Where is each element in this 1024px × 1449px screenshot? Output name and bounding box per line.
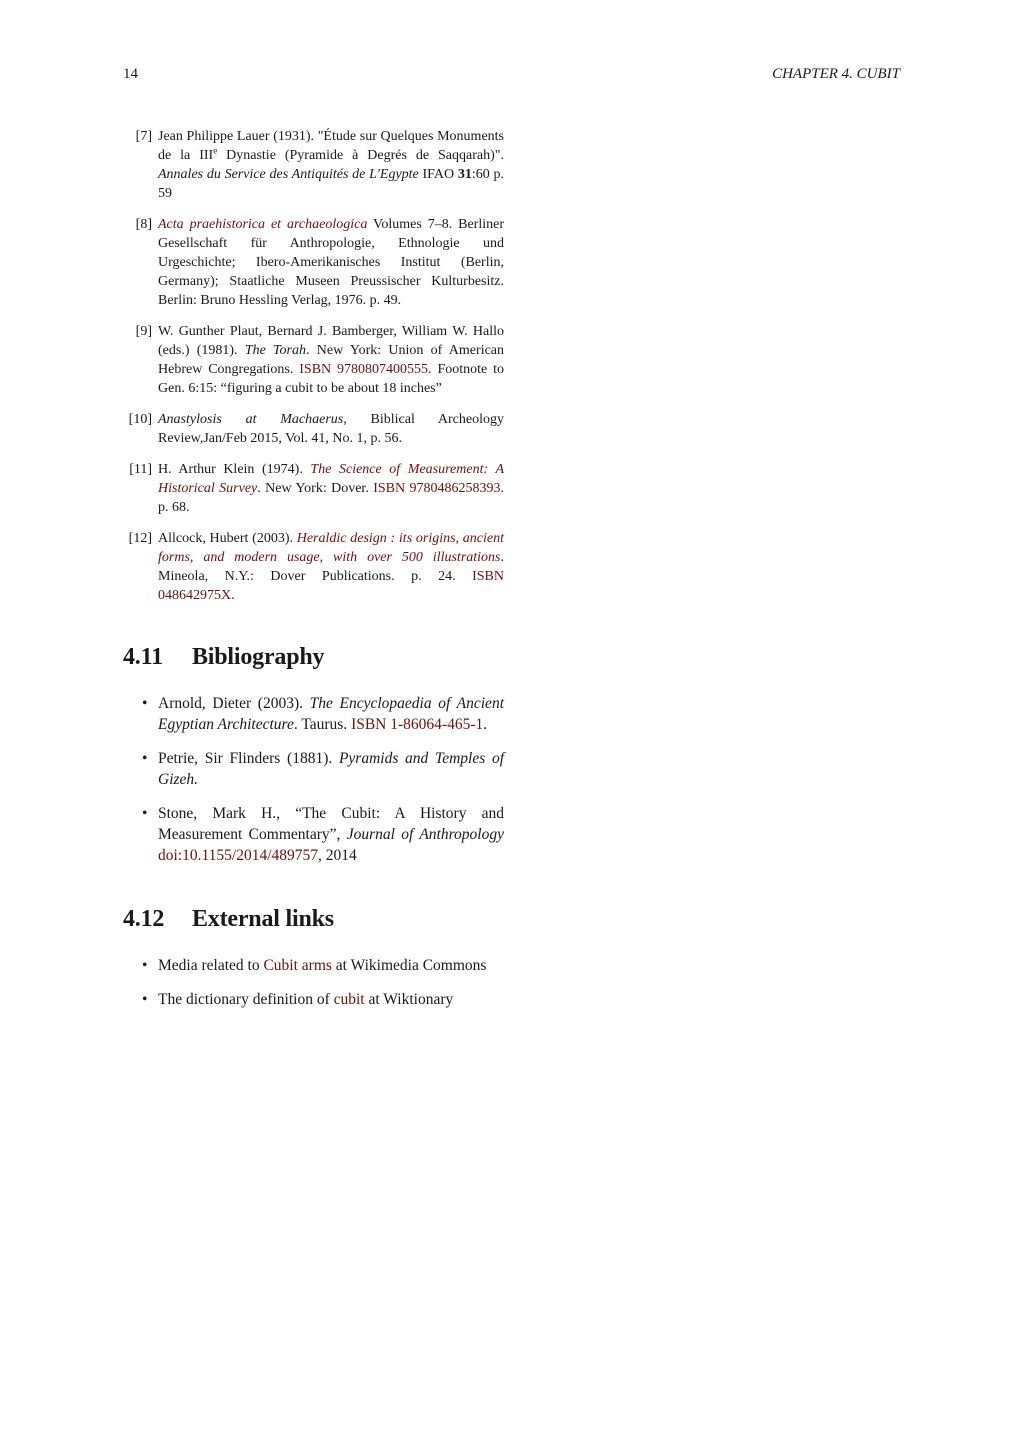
reference-text <box>158 410 504 448</box>
bibliography-text <box>158 750 504 788</box>
bullet-icon: • <box>142 750 148 767</box>
link[interactable]: The Science of Measurement: A Historical Survey <box>158 462 504 496</box>
reference-number: [9] <box>135 324 152 339</box>
external-link-item <box>123 955 504 976</box>
text-run: Annales du Service des Antiquités de L'Egypte <box>158 167 419 182</box>
reference-text <box>158 529 504 605</box>
text-run: W. Gunther Plaut, Bernard J. Bamberger, William W. Hallo (eds.) (1981). <box>158 324 504 358</box>
text-run: e <box>213 145 218 156</box>
reference-item <box>123 127 504 203</box>
text-run: . New York: Dover. <box>257 481 374 496</box>
section-number: 4.11 <box>123 644 163 670</box>
text-run: 31 <box>457 167 472 182</box>
bibliography-text <box>158 695 504 733</box>
reference-text <box>158 322 504 398</box>
section-number: 4.12 <box>123 906 165 932</box>
reference-item <box>123 215 504 310</box>
text-run: Allcock, Hubert (2003). <box>158 531 297 546</box>
external-link-text <box>158 991 453 1008</box>
link[interactable]: Acta praehistorica et archaeologica <box>158 217 368 232</box>
reference-number: [8] <box>135 217 152 232</box>
main-column <box>123 127 504 1023</box>
text-run: Pyramids and Temples of Gizeh. <box>158 750 504 788</box>
link[interactable]: Cubit arms <box>263 957 332 974</box>
text-run: Petrie, Sir Flinders (1881). <box>158 750 339 767</box>
section-title: External links <box>192 906 334 932</box>
reference-item <box>123 460 504 517</box>
text-run: . New York: Union of American Hebrew Congregations. <box>158 343 505 377</box>
reference-text <box>158 215 504 310</box>
text-run: Anastylosis at Machaerus <box>158 412 344 427</box>
link[interactable]: ISBN 1-86064-465-1 <box>351 716 484 733</box>
page-number: 14 <box>123 66 138 82</box>
link[interactable]: ISBN 9780486258393 <box>373 481 501 496</box>
bibliography-list <box>123 693 504 866</box>
link[interactable]: doi:10.1155/2014/489757 <box>158 847 319 864</box>
reference-number: [12] <box>128 531 152 546</box>
text-run: The dictionary definition of <box>158 991 334 1008</box>
bullet-icon: • <box>142 695 148 712</box>
bibliography-text <box>158 805 504 864</box>
reference-item <box>123 410 504 448</box>
text-run: . Footnote to Gen. 6:15: “figuring a cubit to be about 18 inches” <box>158 362 504 396</box>
section-heading-external-links <box>123 905 504 933</box>
link[interactable]: cubit <box>333 991 365 1008</box>
reference-item <box>123 529 504 605</box>
text-run: The Encyclopaedia of Ancient Egyptian Architecture <box>158 695 504 733</box>
bibliography-item <box>123 693 504 735</box>
bibliography-item <box>123 748 504 790</box>
text-run: . p. 68. <box>158 481 505 515</box>
text-run: . <box>483 716 488 733</box>
reference-item <box>123 322 504 398</box>
text-run: Jean Philippe Lauer (1931). "Étude sur Quelques Monuments de la III <box>158 129 504 163</box>
text-run: , Biblical Archeology Review,Jan/Feb 2015, Vol. 41, No. 1, p. 56. <box>158 412 504 446</box>
reference-number: [7] <box>135 129 152 144</box>
text-run: IFAO <box>418 167 458 182</box>
bibliography-item <box>123 803 504 866</box>
text-run: Dynastie (Pyramide à Degrés de Saqqarah)". <box>217 148 504 163</box>
references-list <box>123 127 504 605</box>
section-title: Bibliography <box>192 644 325 670</box>
text-run: Media related to <box>158 957 264 974</box>
link[interactable]: ISBN 048642975X <box>158 569 504 603</box>
running-head: CHAPTER 4. CUBIT <box>772 66 900 82</box>
text-run: :60 p. 59 <box>158 167 505 201</box>
text-run: . <box>231 588 235 603</box>
section-heading-bibliography <box>123 643 504 671</box>
text-run: Stone, Mark H., “The Cubit: A History and Measurement Commentary”, <box>158 805 504 843</box>
reference-text <box>158 460 504 517</box>
bullet-icon: • <box>142 991 148 1008</box>
text-run: at Wikimedia Commons <box>331 957 487 974</box>
text-run: Journal of Anthropology <box>346 826 504 843</box>
text-run: The Torah <box>244 343 307 358</box>
text-run: , 2014 <box>318 847 357 864</box>
reference-number: [11] <box>129 462 152 477</box>
link[interactable]: Heraldic design : its origins, ancient forms, and modern usage, with over 500 illustrations <box>158 531 504 565</box>
text-run: Arnold, Dieter (2003). <box>158 695 310 712</box>
link[interactable]: ISBN 9780807400555 <box>299 362 429 377</box>
external-link-item <box>123 989 504 1010</box>
text-run: . Mineola, N.Y.: Dover Publications. p. 24. <box>158 550 504 584</box>
reference-text <box>158 127 504 203</box>
text-run: . Taurus. <box>293 716 352 733</box>
external-links-list <box>123 955 504 1010</box>
text-run: Volumes 7–8. Berliner Gesellschaft für Anthropologie, Ethnologie und Urgeschichte; Ibero-Amerikanisches Institut (Berlin, Germany); Staatliche Museen Preussischer Kulturbesitz. Berlin: Bruno Hessling Verlag, 1976. p. 49. <box>158 217 504 308</box>
text-run: H. Arthur Klein (1974). <box>158 462 311 477</box>
bullet-icon: • <box>142 957 148 974</box>
text-run: at Wiktionary <box>364 991 454 1008</box>
bullet-icon: • <box>142 805 148 822</box>
external-link-text <box>158 957 486 974</box>
reference-number: [10] <box>128 412 152 427</box>
